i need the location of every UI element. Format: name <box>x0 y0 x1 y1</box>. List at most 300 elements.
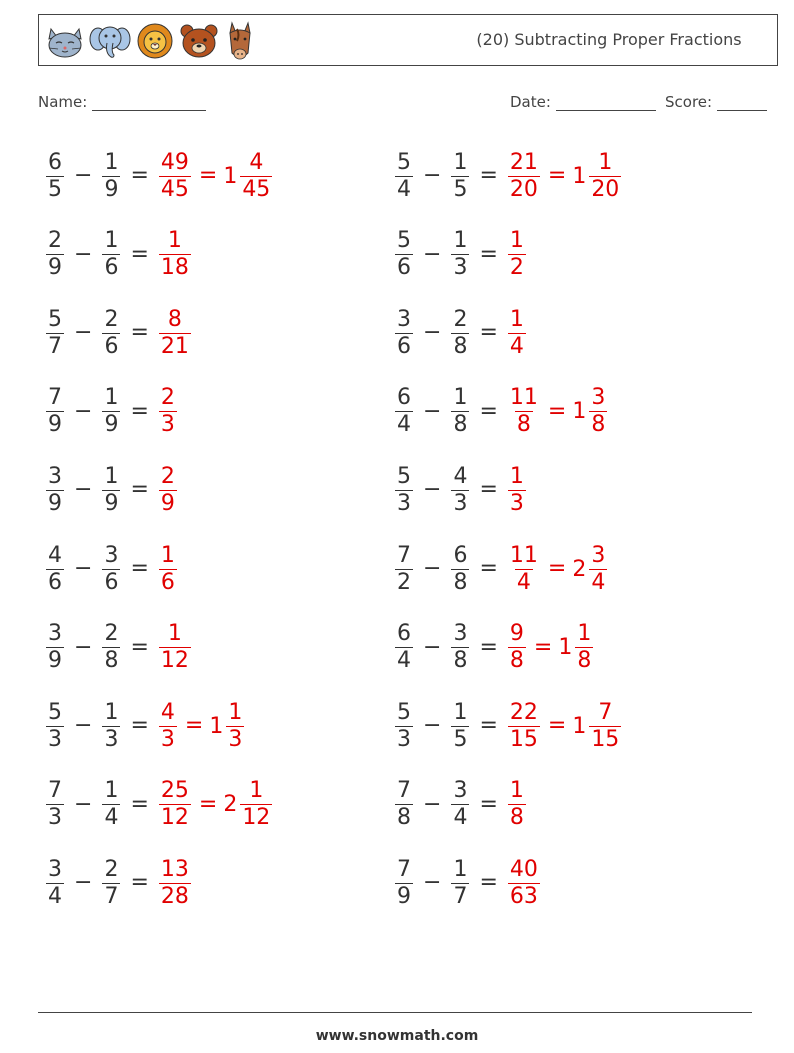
denominator: 6 <box>104 333 119 359</box>
denominator: 9 <box>104 176 119 202</box>
denominator: 4 <box>48 883 62 909</box>
minuend-fraction <box>46 385 64 438</box>
denominator: 3 <box>48 726 62 752</box>
answer <box>506 150 623 203</box>
numerator: 7 <box>48 385 62 411</box>
equals-sign: = <box>479 398 498 424</box>
mixed-fraction <box>589 543 607 596</box>
answer-fraction <box>159 857 191 910</box>
minuend-fraction <box>395 228 413 281</box>
numerator: 1 <box>167 621 182 647</box>
mixed-whole: 1 <box>572 399 587 425</box>
numerator: 7 <box>598 699 613 725</box>
equals-sign: = <box>479 713 498 739</box>
numerator: 1 <box>453 228 468 254</box>
minuend-fraction <box>395 857 413 910</box>
answer <box>506 307 528 360</box>
equals-sign: = <box>479 477 498 503</box>
denominator: 3 <box>104 726 119 752</box>
subtrahend-fraction <box>451 307 469 360</box>
score-field[interactable] <box>665 93 767 111</box>
denominator: 9 <box>104 412 119 438</box>
minus-sign: − <box>74 320 93 346</box>
minus-sign: − <box>423 320 442 346</box>
answer-fraction <box>159 621 191 674</box>
numerator: 1 <box>249 778 264 804</box>
cat-icon <box>45 21 85 61</box>
problem-item <box>393 848 542 918</box>
numerator: 5 <box>397 228 411 254</box>
equals-sign: = <box>130 398 149 424</box>
problem-item <box>44 848 193 918</box>
subtrahend-fraction <box>451 621 469 674</box>
footer-url: www.snowmath.com <box>315 1028 479 1044</box>
name-label: Name: <box>38 93 88 111</box>
answer-fraction <box>159 778 191 831</box>
equals-sign: = <box>198 163 218 188</box>
answer <box>506 385 609 438</box>
horse-icon <box>223 21 257 61</box>
equals-sign: = <box>479 163 498 188</box>
numerator: 1 <box>453 699 468 725</box>
denominator: 8 <box>509 805 524 831</box>
numerator: 2 <box>160 463 175 489</box>
mixed-fraction <box>589 385 607 438</box>
minuend-fraction <box>46 621 64 674</box>
denominator: 4 <box>397 648 411 674</box>
numerator: 1 <box>598 149 613 175</box>
minuend-fraction <box>46 543 64 596</box>
numerator: 7 <box>397 778 411 804</box>
answer-fraction <box>508 778 526 831</box>
numerator: 3 <box>48 856 62 882</box>
minus-sign: − <box>74 870 93 896</box>
answer <box>506 778 528 831</box>
denominator: 4 <box>104 805 119 831</box>
denominator: 2 <box>509 255 524 281</box>
minus-sign: − <box>74 477 93 503</box>
equals-sign: = <box>479 241 498 267</box>
answer <box>506 857 542 910</box>
denominator: 2 <box>397 569 411 595</box>
numerator: 1 <box>228 699 243 725</box>
answer <box>506 228 528 281</box>
equals-sign: = <box>130 791 149 817</box>
numerator: 3 <box>453 778 468 804</box>
numerator: 1 <box>104 778 119 804</box>
numerator: 1 <box>453 856 468 882</box>
answer-fraction <box>159 543 177 596</box>
numerator: 4 <box>453 463 468 489</box>
equals-sign: = <box>547 556 567 581</box>
denominator: 45 <box>242 176 271 202</box>
numerator: 2 <box>104 621 119 647</box>
name-blank[interactable] <box>92 94 206 111</box>
score-blank[interactable] <box>717 94 767 111</box>
subtrahend-fraction <box>451 857 469 910</box>
numerator: 1 <box>509 306 524 332</box>
numerator: 2 <box>160 385 175 411</box>
minuend-fraction <box>46 857 64 910</box>
answer-fraction <box>508 228 526 281</box>
denominator: 9 <box>160 490 175 516</box>
answer <box>157 778 274 831</box>
denominator: 6 <box>104 569 119 595</box>
minus-sign: − <box>423 477 442 503</box>
numerator: 2 <box>104 306 119 332</box>
answer-fraction <box>159 150 191 203</box>
numerator: 1 <box>509 463 524 489</box>
denominator: 12 <box>160 648 189 674</box>
subtrahend-fraction <box>451 464 469 517</box>
minuend-fraction <box>395 464 413 517</box>
answer-fraction <box>508 307 526 360</box>
numerator: 5 <box>48 699 62 725</box>
denominator: 6 <box>48 569 62 595</box>
denominator: 5 <box>453 176 468 202</box>
equals-sign: = <box>547 713 567 739</box>
minus-sign: − <box>423 398 442 424</box>
problem-item <box>393 691 623 761</box>
problem-item <box>44 534 179 604</box>
denominator: 7 <box>453 883 468 909</box>
answer-fraction <box>508 857 540 910</box>
answer <box>157 228 193 281</box>
elephant-icon <box>89 21 131 61</box>
denominator: 3 <box>160 726 175 752</box>
bear-icon <box>179 21 219 61</box>
denominator: 8 <box>453 412 468 438</box>
answer-fraction <box>508 621 526 674</box>
denominator: 3 <box>453 255 468 281</box>
denominator: 6 <box>397 333 411 359</box>
denominator: 8 <box>509 648 524 674</box>
problem-item <box>44 220 193 290</box>
minus-sign: − <box>74 163 93 188</box>
denominator: 3 <box>160 412 175 438</box>
denominator: 5 <box>48 176 62 202</box>
numerator: 3 <box>104 542 119 568</box>
equals-sign: = <box>130 163 149 188</box>
numerator: 49 <box>160 149 189 175</box>
subtrahend-fraction <box>451 150 469 203</box>
minus-sign: − <box>74 634 93 660</box>
equals-sign: = <box>198 791 218 817</box>
numerator: 5 <box>48 306 62 332</box>
numerator: 1 <box>509 228 524 254</box>
numerator: 1 <box>509 778 524 804</box>
numerator: 3 <box>48 463 62 489</box>
answer-fraction <box>159 700 177 753</box>
denominator: 4 <box>397 176 411 202</box>
numerator: 13 <box>160 856 189 882</box>
equals-sign: = <box>479 634 498 660</box>
denominator: 6 <box>160 569 175 595</box>
answer <box>506 543 609 596</box>
minus-sign: − <box>74 398 93 424</box>
answer <box>506 621 595 674</box>
subtrahend-fraction <box>102 464 120 517</box>
denominator: 20 <box>591 176 620 202</box>
equals-sign: = <box>130 713 149 739</box>
denominator: 4 <box>453 805 468 831</box>
problem-item <box>44 613 193 683</box>
answer-fraction <box>159 307 191 360</box>
minus-sign: − <box>423 556 442 581</box>
footer-divider <box>38 1012 752 1013</box>
worksheet-header <box>38 14 778 66</box>
numerator: 5 <box>397 149 411 175</box>
minuend-fraction <box>395 778 413 831</box>
denominator: 4 <box>509 333 524 359</box>
minus-sign: − <box>74 241 93 267</box>
numerator: 11 <box>509 385 538 411</box>
denominator: 15 <box>509 726 538 752</box>
denominator: 18 <box>160 255 189 281</box>
problem-item <box>44 455 179 525</box>
minuend-fraction <box>395 621 413 674</box>
equals-sign: = <box>479 870 498 896</box>
denominator: 6 <box>397 255 411 281</box>
minuend-fraction <box>46 307 64 360</box>
denominator: 9 <box>48 255 62 281</box>
numerator: 1 <box>167 228 182 254</box>
answer <box>157 621 193 674</box>
numerator: 1 <box>160 542 175 568</box>
minuend-fraction <box>46 778 64 831</box>
minus-sign: − <box>423 870 442 896</box>
numerator: 2 <box>453 306 468 332</box>
denominator: 45 <box>160 176 189 202</box>
equals-sign: = <box>130 320 149 346</box>
numerator: 1 <box>104 149 119 175</box>
denominator: 63 <box>509 883 538 909</box>
numerator: 1 <box>104 228 119 254</box>
subtrahend-fraction <box>451 700 469 753</box>
minuend-fraction <box>395 307 413 360</box>
minus-sign: − <box>74 556 93 581</box>
numerator: 3 <box>591 385 606 411</box>
numerator: 3 <box>48 621 62 647</box>
worksheet-title: (20) Subtracting Proper Fractions <box>476 30 742 49</box>
subtrahend-fraction <box>102 543 120 596</box>
minus-sign: − <box>74 713 93 739</box>
score-label: Score: <box>665 93 713 111</box>
denominator: 12 <box>242 805 271 831</box>
denominator: 8 <box>453 333 468 359</box>
denominator: 9 <box>48 648 62 674</box>
minuend-fraction <box>46 228 64 281</box>
numerator: 40 <box>509 856 538 882</box>
answer <box>157 464 179 517</box>
minuend-fraction <box>46 700 64 753</box>
mixed-whole: 1 <box>572 163 587 189</box>
numerator: 4 <box>249 149 264 175</box>
answer <box>506 700 623 753</box>
mixed-fraction <box>589 150 621 203</box>
numerator: 7 <box>397 856 411 882</box>
minuend-fraction <box>46 150 64 203</box>
minus-sign: − <box>74 791 93 817</box>
problem-item <box>393 534 609 604</box>
equals-sign: = <box>533 634 553 660</box>
numerator: 3 <box>453 621 468 647</box>
answer-fraction <box>508 385 540 438</box>
problem-item <box>393 377 609 447</box>
equals-sign: = <box>547 398 567 424</box>
equals-sign: = <box>130 556 149 581</box>
lion-icon <box>135 21 175 61</box>
numerator: 3 <box>591 542 606 568</box>
denominator: 21 <box>160 333 189 359</box>
mixed-whole: 1 <box>558 635 573 661</box>
answer <box>157 385 179 438</box>
numerator: 1 <box>104 699 119 725</box>
problem-item <box>393 770 528 840</box>
mixed-whole: 1 <box>209 713 224 739</box>
subtrahend-fraction <box>102 857 120 910</box>
problem-item <box>393 455 528 525</box>
problem-item <box>393 220 528 290</box>
denominator: 8 <box>516 412 531 438</box>
minuend-fraction <box>395 700 413 753</box>
equals-sign: = <box>547 163 567 188</box>
subtrahend-fraction <box>451 543 469 596</box>
minuend-fraction <box>395 385 413 438</box>
denominator: 8 <box>397 805 411 831</box>
mixed-whole: 1 <box>223 163 238 189</box>
numerator: 5 <box>397 699 411 725</box>
numerator: 7 <box>397 542 411 568</box>
mixed-whole: 1 <box>572 713 587 739</box>
mixed-whole: 2 <box>223 792 238 818</box>
mixed-fraction <box>226 700 244 753</box>
numerator: 1 <box>453 385 468 411</box>
date-label: Date: <box>510 93 551 111</box>
mixed-fraction <box>240 150 272 203</box>
denominator: 12 <box>160 805 189 831</box>
numerator: 6 <box>48 149 62 175</box>
mixed-whole: 2 <box>572 556 587 582</box>
denominator: 15 <box>591 726 620 752</box>
problem-item <box>44 298 193 368</box>
denominator: 8 <box>104 648 119 674</box>
denominator: 8 <box>591 412 606 438</box>
subtrahend-fraction <box>102 385 120 438</box>
problem-item <box>393 141 623 211</box>
answer <box>506 464 528 517</box>
denominator: 28 <box>160 883 189 909</box>
numerator: 2 <box>48 228 62 254</box>
mixed-fraction <box>575 621 593 674</box>
numerator: 9 <box>509 621 524 647</box>
subtrahend-fraction <box>102 700 120 753</box>
minus-sign: − <box>423 241 442 267</box>
numerator: 3 <box>397 306 411 332</box>
equals-sign: = <box>130 634 149 660</box>
subtrahend-fraction <box>451 385 469 438</box>
problem-item <box>44 141 274 211</box>
denominator: 8 <box>453 648 468 674</box>
denominator: 9 <box>48 490 62 516</box>
numerator: 4 <box>48 542 62 568</box>
answer <box>157 150 274 203</box>
answer-fraction <box>508 543 540 596</box>
answer-fraction <box>508 150 540 203</box>
subtrahend-fraction <box>102 150 120 203</box>
minuend-fraction <box>395 543 413 596</box>
denominator: 7 <box>48 333 62 359</box>
answer-fraction <box>508 464 526 517</box>
numerator: 21 <box>509 149 538 175</box>
denominator: 5 <box>453 726 468 752</box>
denominator: 3 <box>453 490 468 516</box>
problem-item <box>44 770 274 840</box>
minuend-fraction <box>395 150 413 203</box>
denominator: 3 <box>228 726 243 752</box>
denominator: 8 <box>577 648 592 674</box>
equals-sign: = <box>479 556 498 581</box>
numerator: 2 <box>104 856 119 882</box>
answer-fraction <box>159 385 177 438</box>
mixed-fraction <box>240 778 272 831</box>
denominator: 9 <box>104 490 119 516</box>
numerator: 8 <box>167 306 182 332</box>
numerator: 1 <box>104 385 119 411</box>
denominator: 20 <box>509 176 538 202</box>
numerator: 22 <box>509 699 538 725</box>
problem-item <box>393 298 528 368</box>
mixed-fraction <box>589 700 621 753</box>
numerator: 4 <box>160 699 175 725</box>
subtrahend-fraction <box>451 778 469 831</box>
minuend-fraction <box>46 464 64 517</box>
problem-item <box>393 613 595 683</box>
name-field[interactable] <box>38 93 206 111</box>
subtrahend-fraction <box>102 307 120 360</box>
denominator: 3 <box>397 490 411 516</box>
date-blank[interactable] <box>556 94 656 111</box>
numerator: 7 <box>48 778 62 804</box>
denominator: 3 <box>397 726 411 752</box>
numerator: 6 <box>397 621 411 647</box>
numerator: 1 <box>453 149 468 175</box>
denominator: 4 <box>591 569 606 595</box>
denominator: 7 <box>104 883 119 909</box>
denominator: 9 <box>397 883 411 909</box>
minus-sign: − <box>423 634 442 660</box>
equals-sign: = <box>184 713 204 739</box>
animal-icons <box>45 21 257 61</box>
date-field[interactable] <box>510 93 656 111</box>
denominator: 6 <box>104 255 119 281</box>
denominator: 3 <box>48 805 62 831</box>
numerator: 6 <box>397 385 411 411</box>
denominator: 4 <box>516 569 531 595</box>
equals-sign: = <box>130 870 149 896</box>
denominator: 9 <box>48 412 62 438</box>
answer <box>157 543 179 596</box>
equals-sign: = <box>479 791 498 817</box>
problem-item <box>44 691 246 761</box>
answer <box>157 857 193 910</box>
minus-sign: − <box>423 713 442 739</box>
equals-sign: = <box>130 241 149 267</box>
numerator: 25 <box>160 778 189 804</box>
minus-sign: − <box>423 791 442 817</box>
equals-sign: = <box>479 320 498 346</box>
answer <box>157 700 246 753</box>
